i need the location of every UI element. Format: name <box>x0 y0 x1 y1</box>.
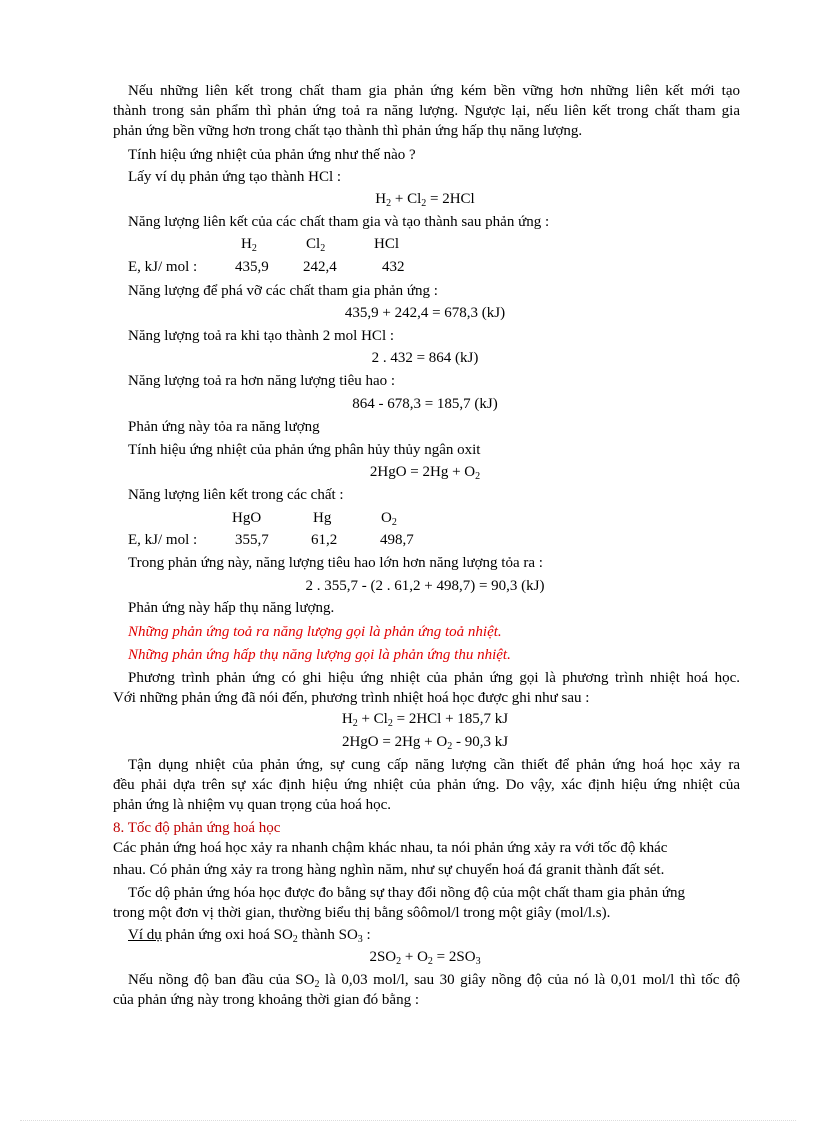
equation-line <box>225 189 625 209</box>
text-line <box>113 795 391 815</box>
subscript: 2 <box>292 934 298 945</box>
underlined-text: Ví dụ <box>128 927 162 943</box>
table-cell: 242,4 <box>303 259 337 275</box>
text-run: trong một đơn vị thời gian, thường biểu thị bằng sôômol/l trong một giây (mol/l.s). <box>113 905 611 921</box>
text-line <box>128 326 394 346</box>
equation-line <box>225 947 625 967</box>
text-line <box>128 598 334 618</box>
text-run: Hg <box>313 510 332 526</box>
table-cell: 432 <box>382 259 405 275</box>
table-column-header <box>241 234 257 254</box>
text-run: = 2HCl + 185,7 kJ <box>392 711 509 727</box>
text-run: phản ứng oxi hoá SO <box>161 927 293 943</box>
text-line <box>128 553 543 573</box>
text-line <box>113 860 664 880</box>
text-run: Nếu nồng độ ban đầu của SO <box>128 972 315 988</box>
subscript: 2 <box>421 198 427 209</box>
text-run: HgO <box>232 510 262 526</box>
text-line <box>128 281 438 301</box>
text-run: Lấy ví dụ phản ứng tạo thành HCl : <box>128 169 342 185</box>
equation-line <box>225 394 625 414</box>
subscript: 2 <box>314 979 320 990</box>
text-line <box>128 645 511 665</box>
text-run: Với những phản ứng đã nói đến, phương trình nhiệt hoá học được ghi như sau : <box>113 690 590 706</box>
text-run: Năng lượng liên kết của các chất tham gia và tạo thành sau phản ứng : <box>128 214 550 230</box>
text-run: nhau. Có phản ứng xảy ra trong hàng nghìn năm, như sự chuyển hoá đá granit thành đất sét. <box>113 862 665 878</box>
subscript: 2 <box>396 956 402 967</box>
subscript: 2 <box>475 471 481 482</box>
equation-line <box>225 348 625 368</box>
table-column-header <box>232 508 261 528</box>
text-run: Phản ứng này tỏa ra năng lượng <box>128 419 320 435</box>
subscript: 2 <box>427 956 433 967</box>
text-line <box>128 668 740 688</box>
section-heading <box>113 818 280 838</box>
text-line <box>128 755 740 775</box>
text-line <box>128 622 502 642</box>
text-run: phản ứng là nhiệm vụ quan trọng của hoá học. <box>113 797 392 813</box>
text-run: = 2HCl <box>426 191 475 207</box>
text-run: + Cl <box>391 191 422 207</box>
page-footer-divider <box>20 1120 796 1121</box>
subscript: 2 <box>386 198 392 209</box>
text-run: Nếu những liên kết trong chất tham gia phản ứng kém bền vững hơn những liên kết mới tạo <box>128 83 740 99</box>
text-run: Tính hiệu ứng nhiệt của phản ứng như thế nào ? <box>128 147 416 163</box>
text-run: HCl <box>374 236 400 252</box>
subscript: 2 <box>320 243 326 254</box>
text-run: thành trong sản phẩm thì phản ứng toả ra năng lượng. Ngược lại, nếu liên kết trong chất tham gia <box>113 103 740 119</box>
text-run: là 0,03 mol/l, sau 30 giây nồng độ của nó là 0,01 mol/l thì tốc độ <box>319 972 740 988</box>
text-line <box>113 903 610 923</box>
subscript: 2 <box>391 517 397 528</box>
table-row-label: E, kJ/ mol : <box>128 259 198 275</box>
text-line <box>128 81 740 101</box>
text-run: đều phải dựa trên sự xác định hiệu ứng nhiệt của phản ứng. Do vậy, xác định hiệu ứng nhiệt của <box>113 777 740 793</box>
text-line <box>128 970 740 990</box>
text-run: H <box>375 191 387 207</box>
subscript: 3 <box>357 934 363 945</box>
subscript: 2 <box>387 718 393 729</box>
table-cell: 355,7 <box>235 532 269 548</box>
text-run: Tính hiệu ứng nhiệt của phản ứng phân hủy thủy ngân oxit <box>128 442 481 458</box>
text-run: + O <box>401 949 428 965</box>
text-run: Trong phản ứng này, năng lượng tiêu hao lớn hơn năng lượng tỏa ra : <box>128 555 543 571</box>
table-column-header <box>381 508 397 528</box>
subscript: 2 <box>352 718 358 729</box>
text-line <box>128 485 344 505</box>
text-run: phản ứng bền vững hơn trong chất tạo thành thì phản ứng hấp thụ năng lượng. <box>113 123 583 139</box>
equation-line <box>225 709 625 729</box>
text-line <box>128 883 685 903</box>
text-line <box>128 417 320 437</box>
text-run: 2HgO = 2Hg + O <box>341 734 448 750</box>
text-run: của phản ứng này trong khoảng thời gian đó bằng : <box>113 992 419 1008</box>
table-column-header <box>313 508 331 528</box>
text-run: 2 . 355,7 - (2 . 61,2 + 498,7) = 90,3 (kJ) <box>305 578 545 594</box>
text-run: + Cl <box>357 711 388 727</box>
text-run: 2 . 432 = 864 (kJ) <box>371 350 479 366</box>
text-run: H <box>341 711 353 727</box>
subscript: 2 <box>447 741 453 752</box>
subscript: 3 <box>475 956 481 967</box>
text-run: = 2SO <box>432 949 476 965</box>
text-run: 2HgO = 2Hg + O <box>369 464 476 480</box>
text-line <box>113 775 740 795</box>
text-run: Cl <box>306 236 321 252</box>
text-line <box>128 440 480 460</box>
table-column-header <box>306 234 325 254</box>
text-run: Phương trình phản ứng có ghi hiệu ứng nhiệt của phản ứng gọi là phương trình nhiệt hoá học. <box>128 670 740 686</box>
table-cell: 435,9 <box>235 259 269 275</box>
text-line <box>128 371 395 391</box>
subscript: 2 <box>251 243 257 254</box>
table-column-header <box>374 234 399 254</box>
text-run: H <box>241 236 252 252</box>
table-cell: 498,7 <box>380 532 414 548</box>
text-line <box>128 145 416 165</box>
text-run: Phản ứng này hấp thụ năng lượng. <box>128 600 335 616</box>
text-run: Năng lượng toả ra hơn năng lượng tiêu hao : <box>128 373 396 389</box>
text-run: 2SO <box>369 949 397 965</box>
text-run: Tận dụng nhiệt của phản ứng, sự cung cấp năng lượng cần thiết để phản ứng hoá học xảy ra <box>128 757 740 773</box>
text-line <box>113 990 419 1010</box>
text-line <box>113 121 582 141</box>
text-line <box>128 925 371 945</box>
text-line <box>113 688 589 708</box>
text-run: Năng lượng liên kết trong các chất : <box>128 487 344 503</box>
text-line <box>113 101 740 121</box>
text-line <box>113 838 667 858</box>
text-line <box>128 212 549 232</box>
equation-line <box>225 732 625 752</box>
equation-line <box>225 576 625 596</box>
text-run: - 90,3 kJ <box>452 734 509 750</box>
text-run: 435,9 + 242,4 = 678,3 (kJ) <box>344 305 506 321</box>
text-line <box>128 167 341 187</box>
text-run: Những phản ứng toả ra năng lượng gọi là phản ứng toả nhiệt. <box>128 624 502 640</box>
text-run: 8. Tốc độ phản ứng hoá học <box>113 820 281 836</box>
equation-line <box>225 462 625 482</box>
text-run: Tốc dộ phản ứng hóa học được đo bằng sự thay đổi nồng độ của một chất tham gia phản ứng <box>128 885 685 901</box>
text-run: Những phản ứng hấp thụ năng lượng gọi là phản ứng thu nhiệt. <box>128 647 511 663</box>
text-run: thành SO <box>297 927 358 943</box>
text-run: O <box>381 510 392 526</box>
text-run: 864 - 678,3 = 185,7 (kJ) <box>352 396 498 412</box>
equation-line <box>225 303 625 323</box>
table-cell: 61,2 <box>311 532 338 548</box>
text-run: Năng lượng để phá vỡ các chất tham gia phản ứng : <box>128 283 438 299</box>
table-row-label: E, kJ/ mol : <box>128 532 198 548</box>
text-run: Năng lượng toả ra khi tạo thành 2 mol HCl : <box>128 328 395 344</box>
text-run: : <box>362 927 371 943</box>
text-run: Các phản ứng hoá học xảy ra nhanh chậm khác nhau, ta nói phản ứng xảy ra với tốc độ khác <box>113 840 668 856</box>
